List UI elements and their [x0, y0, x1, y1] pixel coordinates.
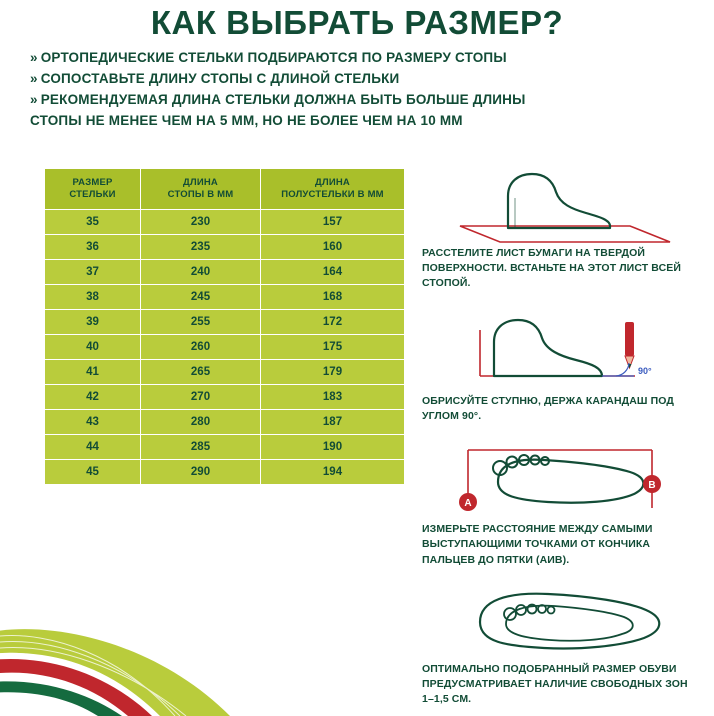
table-cell: 260: [141, 334, 261, 359]
header-line: ДЛИНА: [183, 177, 218, 188]
instruction-steps: [420, 168, 690, 711]
table-cell: 40: [45, 334, 141, 359]
bullet-text: РЕКОМЕНДУЕМАЯ ДЛИНА СТЕЛЬКИ ДОЛЖНА БЫТЬ БОЛЬШЕ ДЛИНЫ: [40, 91, 526, 107]
table-cell: 36: [45, 234, 141, 259]
step-3-text: ИЗМЕРЬТЕ РАССТОЯНИЕ МЕЖДУ САМЫМИ ВЫСТУПАЮЩИМИ ТОЧКАМИ ОТ КОНЧИКА ПАЛЬЦЕВ ДО ПЯТКИ (АИВ).: [422, 523, 653, 566]
table-cell: 157: [261, 209, 405, 234]
bullet-text: СОПОСТАВЬТЕ ДЛИНУ СТОПЫ С ДЛИНОЙ СТЕЛЬКИ: [40, 70, 400, 86]
step-2: [420, 308, 690, 424]
size-table-wrapper: [44, 168, 404, 485]
foot-measure-ab-icon: [420, 442, 690, 522]
foot-in-shoe-icon: [420, 584, 690, 662]
chevron-icon: »: [30, 50, 38, 65]
table-row: [45, 309, 405, 334]
step-3: [420, 442, 690, 568]
table-cell: 190: [261, 434, 405, 459]
header-line: РАЗМЕР: [72, 177, 113, 188]
table-cell: 187: [261, 409, 405, 434]
table-cell: 179: [261, 359, 405, 384]
bullet-text-continued: СТОПЫ НЕ МЕНЕЕ ЧЕМ НА 5 ММ, НО НЕ БОЛЕЕ ЧЕМ НА 10 ММ: [30, 112, 463, 128]
table-cell: 172: [261, 309, 405, 334]
table-cell: 290: [141, 459, 261, 484]
table-header-cell: [261, 169, 405, 210]
table-cell: 235: [141, 234, 261, 259]
table-cell: 183: [261, 384, 405, 409]
table-cell: 43: [45, 409, 141, 434]
step-4-text: ОПТИМАЛЬНО ПОДОБРАННЫЙ РАЗМЕР ОБУВИ ПРЕДУСМАТРИВАЕТ НАЛИЧИЕ СВОБОДНЫХ ЗОН 1–1,5 СМ.: [422, 662, 688, 706]
table-cell: 37: [45, 259, 141, 284]
table-row: [45, 209, 405, 234]
chevron-icon: »: [30, 70, 38, 86]
angle-label: 90°: [638, 365, 652, 376]
chevron-icon: »: [30, 91, 38, 107]
decorative-swoosh: [0, 536, 300, 716]
table-header-cell: [45, 169, 141, 210]
table-cell: 230: [141, 209, 261, 234]
table-cell: 194: [261, 459, 405, 484]
table-cell: 41: [45, 359, 141, 384]
table-row: [45, 234, 405, 259]
table-row: [45, 284, 405, 309]
table-cell: 44: [45, 434, 141, 459]
table-cell: 42: [45, 384, 141, 409]
point-b-label: B: [648, 480, 656, 492]
table-cell: 270: [141, 384, 261, 409]
header-line: ДЛИНА: [315, 177, 350, 188]
header-line: СТОПЫ В ММ: [167, 188, 234, 200]
table-cell: 45: [45, 459, 141, 484]
bullet-item: [30, 69, 680, 90]
table-cell: 175: [261, 334, 405, 359]
table-cell: 35: [45, 209, 141, 234]
table-row: [45, 409, 405, 434]
header-line: СТЕЛЬКИ: [69, 188, 116, 200]
bullet-text: ОРТОПЕДИЧЕСКИЕ СТЕЛЬКИ ПОДБИРАЮТСЯ ПО РАЗМЕРУ СТОПЫ: [40, 50, 507, 65]
table-cell: 164: [261, 259, 405, 284]
table-row: [45, 359, 405, 384]
foot-trace-pencil-icon: [420, 308, 690, 394]
step-2-text: ОБРИСУЙТЕ СТУПНЮ, ДЕРЖА КАРАНДАШ ПОД УГЛОМ 90°.: [422, 394, 674, 422]
bullet-list: [30, 48, 680, 132]
point-a-label: A: [464, 498, 472, 510]
bullet-item: [30, 90, 680, 132]
page-title: КАК ВЫБРАТЬ РАЗМЕР?: [150, 4, 564, 41]
table-row: [45, 259, 405, 284]
table-cell: 255: [141, 309, 261, 334]
table-cell: 280: [141, 409, 261, 434]
size-table: [44, 168, 405, 485]
table-cell: 160: [261, 234, 405, 259]
step-1-text: РАССТЕЛИТЕ ЛИСТ БУМАГИ НА ТВЕРДОЙ ПОВЕРХНОСТИ. ВСТАНЬТЕ НА ЭТОТ ЛИСТ ВСЕЙ СТОПОЙ.: [422, 247, 682, 290]
table-row: [45, 459, 405, 484]
table-cell: 168: [261, 284, 405, 309]
bullet-item: [30, 48, 680, 69]
step-1: [420, 168, 690, 292]
table-cell: 39: [45, 309, 141, 334]
table-cell: 240: [141, 259, 261, 284]
header-line: ПОЛУСТЕЛЬКИ В ММ: [281, 188, 384, 200]
table-row: [45, 334, 405, 359]
table-header-cell: [141, 169, 261, 210]
foot-on-paper-icon: [420, 168, 690, 246]
table-header-row: [45, 169, 405, 210]
table-cell: 265: [141, 359, 261, 384]
table-row: [45, 384, 405, 409]
table-cell: 38: [45, 284, 141, 309]
table-cell: 245: [141, 284, 261, 309]
table-row: [45, 434, 405, 459]
step-4: [420, 584, 690, 708]
table-cell: 285: [141, 434, 261, 459]
